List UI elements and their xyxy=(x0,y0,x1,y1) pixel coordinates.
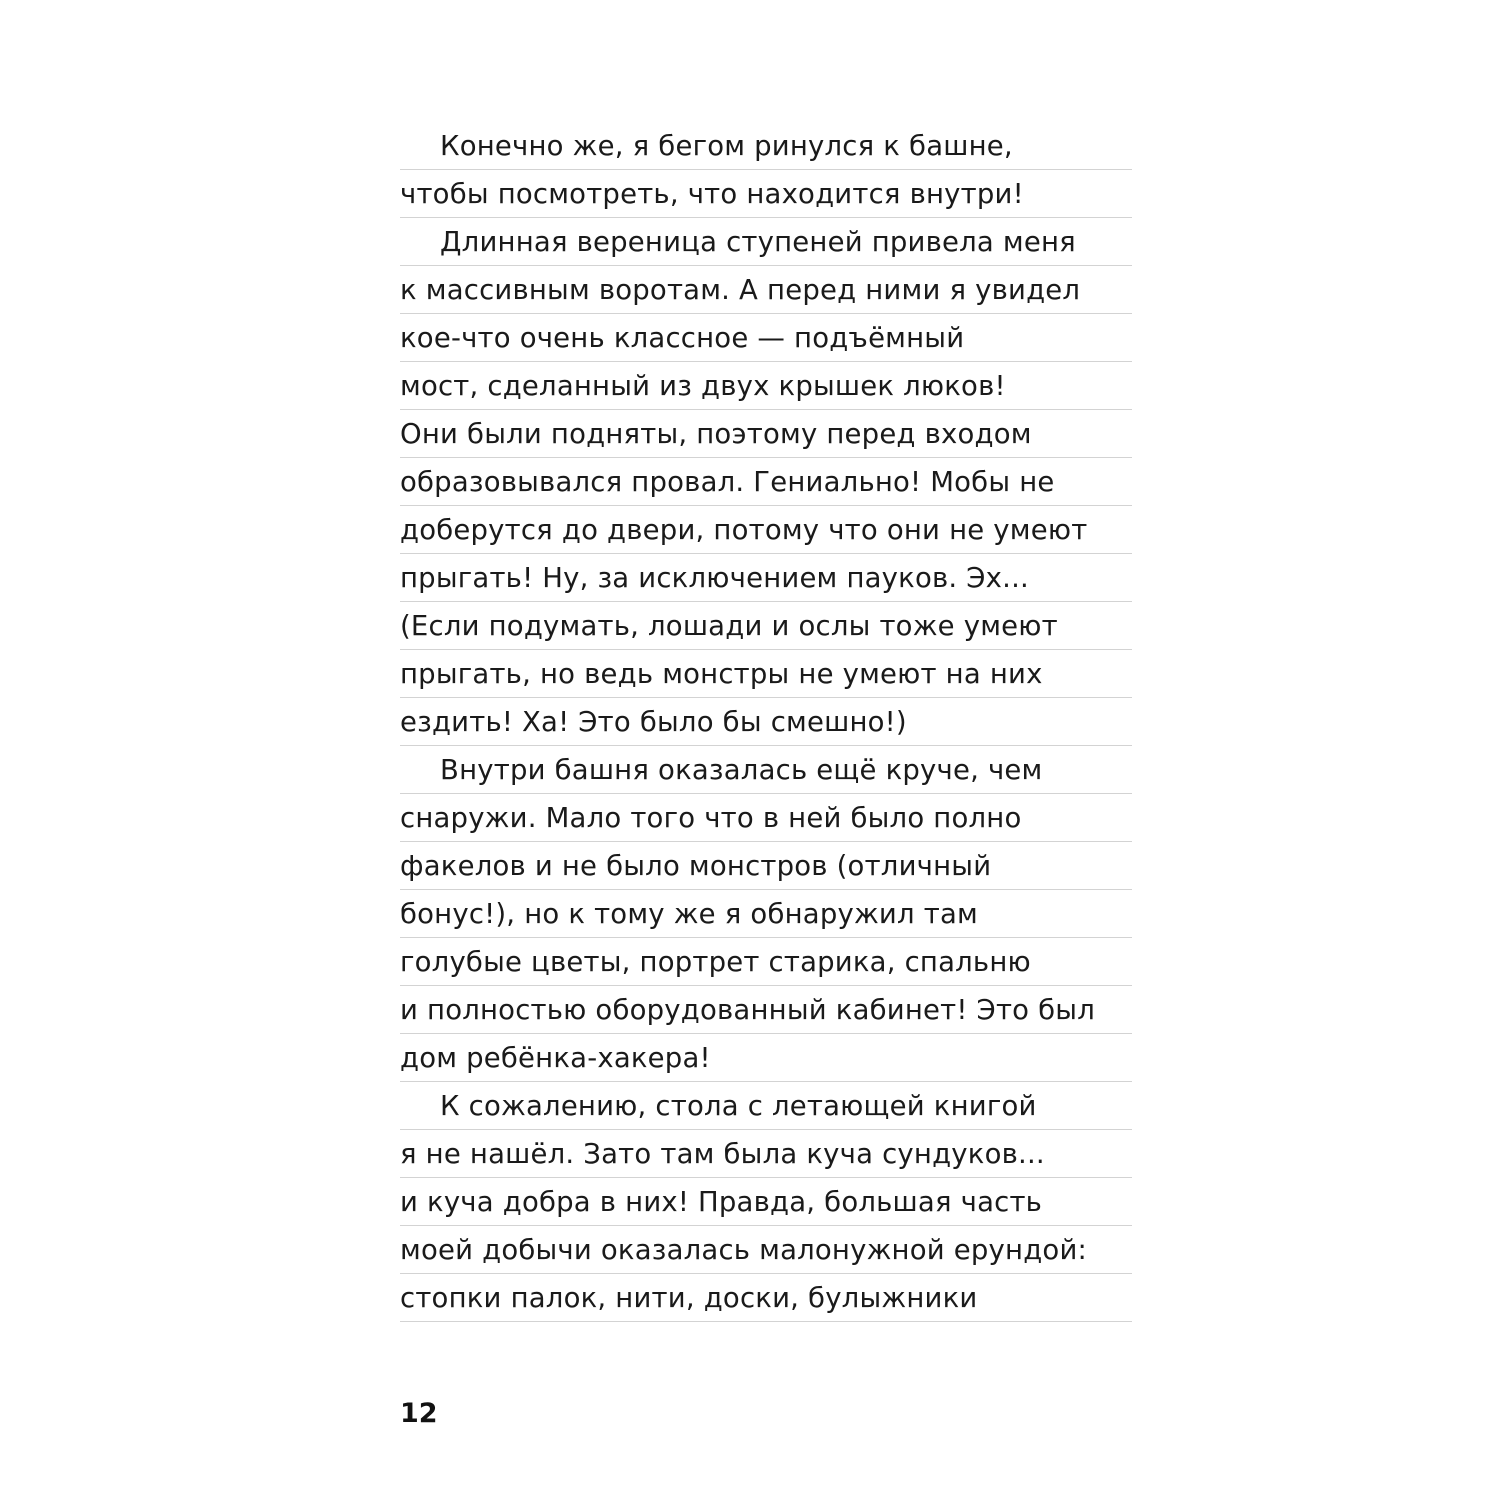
text-line: бонус!), но к тому же я обнаружил там xyxy=(400,890,1132,938)
text-line: Длинная вереница ступеней привела меня xyxy=(400,218,1132,266)
text-line: мост, сделанный из двух крышек люков! xyxy=(400,362,1132,410)
text-line: чтобы посмотреть, что находится внутри! xyxy=(400,170,1132,218)
text-line: К сожалению, стола с летающей книгой xyxy=(400,1082,1132,1130)
text-line: я не нашёл. Зато там была куча сундуков... xyxy=(400,1130,1132,1178)
text-line: моей добычи оказалась малонужной ерундой: xyxy=(400,1226,1132,1274)
text-line: и куча добра в них! Правда, большая часть xyxy=(400,1178,1132,1226)
text-line: кое-что очень классное — подъёмный xyxy=(400,314,1132,362)
text-line: и полностью оборудованный кабинет! Это был xyxy=(400,986,1132,1034)
text-line: (Если подумать, лошади и ослы тоже умеют xyxy=(400,602,1132,650)
text-line: Внутри башня оказалась ещё круче, чем xyxy=(400,746,1132,794)
text-line: Конечно же, я бегом ринулся к башне, xyxy=(400,122,1132,170)
text-line: прыгать, но ведь монстры не умеют на них xyxy=(400,650,1132,698)
text-line: прыгать! Ну, за исключением пауков. Эх... xyxy=(400,554,1132,602)
page-number: 12 xyxy=(400,1398,438,1429)
text-line: образовывался провал. Гениально! Мобы не xyxy=(400,458,1132,506)
text-line: доберутся до двери, потому что они не умеют xyxy=(400,506,1132,554)
text-line: голубые цветы, портрет старика, спальню xyxy=(400,938,1132,986)
text-line: снаружи. Мало того что в ней было полно xyxy=(400,794,1132,842)
text-line: ездить! Ха! Это было бы смешно!) xyxy=(400,698,1132,746)
text-line: дом ребёнка-хакера! xyxy=(400,1034,1132,1082)
text-line: Они были подняты, поэтому перед входом xyxy=(400,410,1132,458)
text-line: стопки палок, нити, доски, булыжники xyxy=(400,1274,1132,1322)
ruled-text-body xyxy=(400,122,1132,1322)
text-line: факелов и не было монстров (отличный xyxy=(400,842,1132,890)
text-line: к массивным воротам. А перед ними я увидел xyxy=(400,266,1132,314)
